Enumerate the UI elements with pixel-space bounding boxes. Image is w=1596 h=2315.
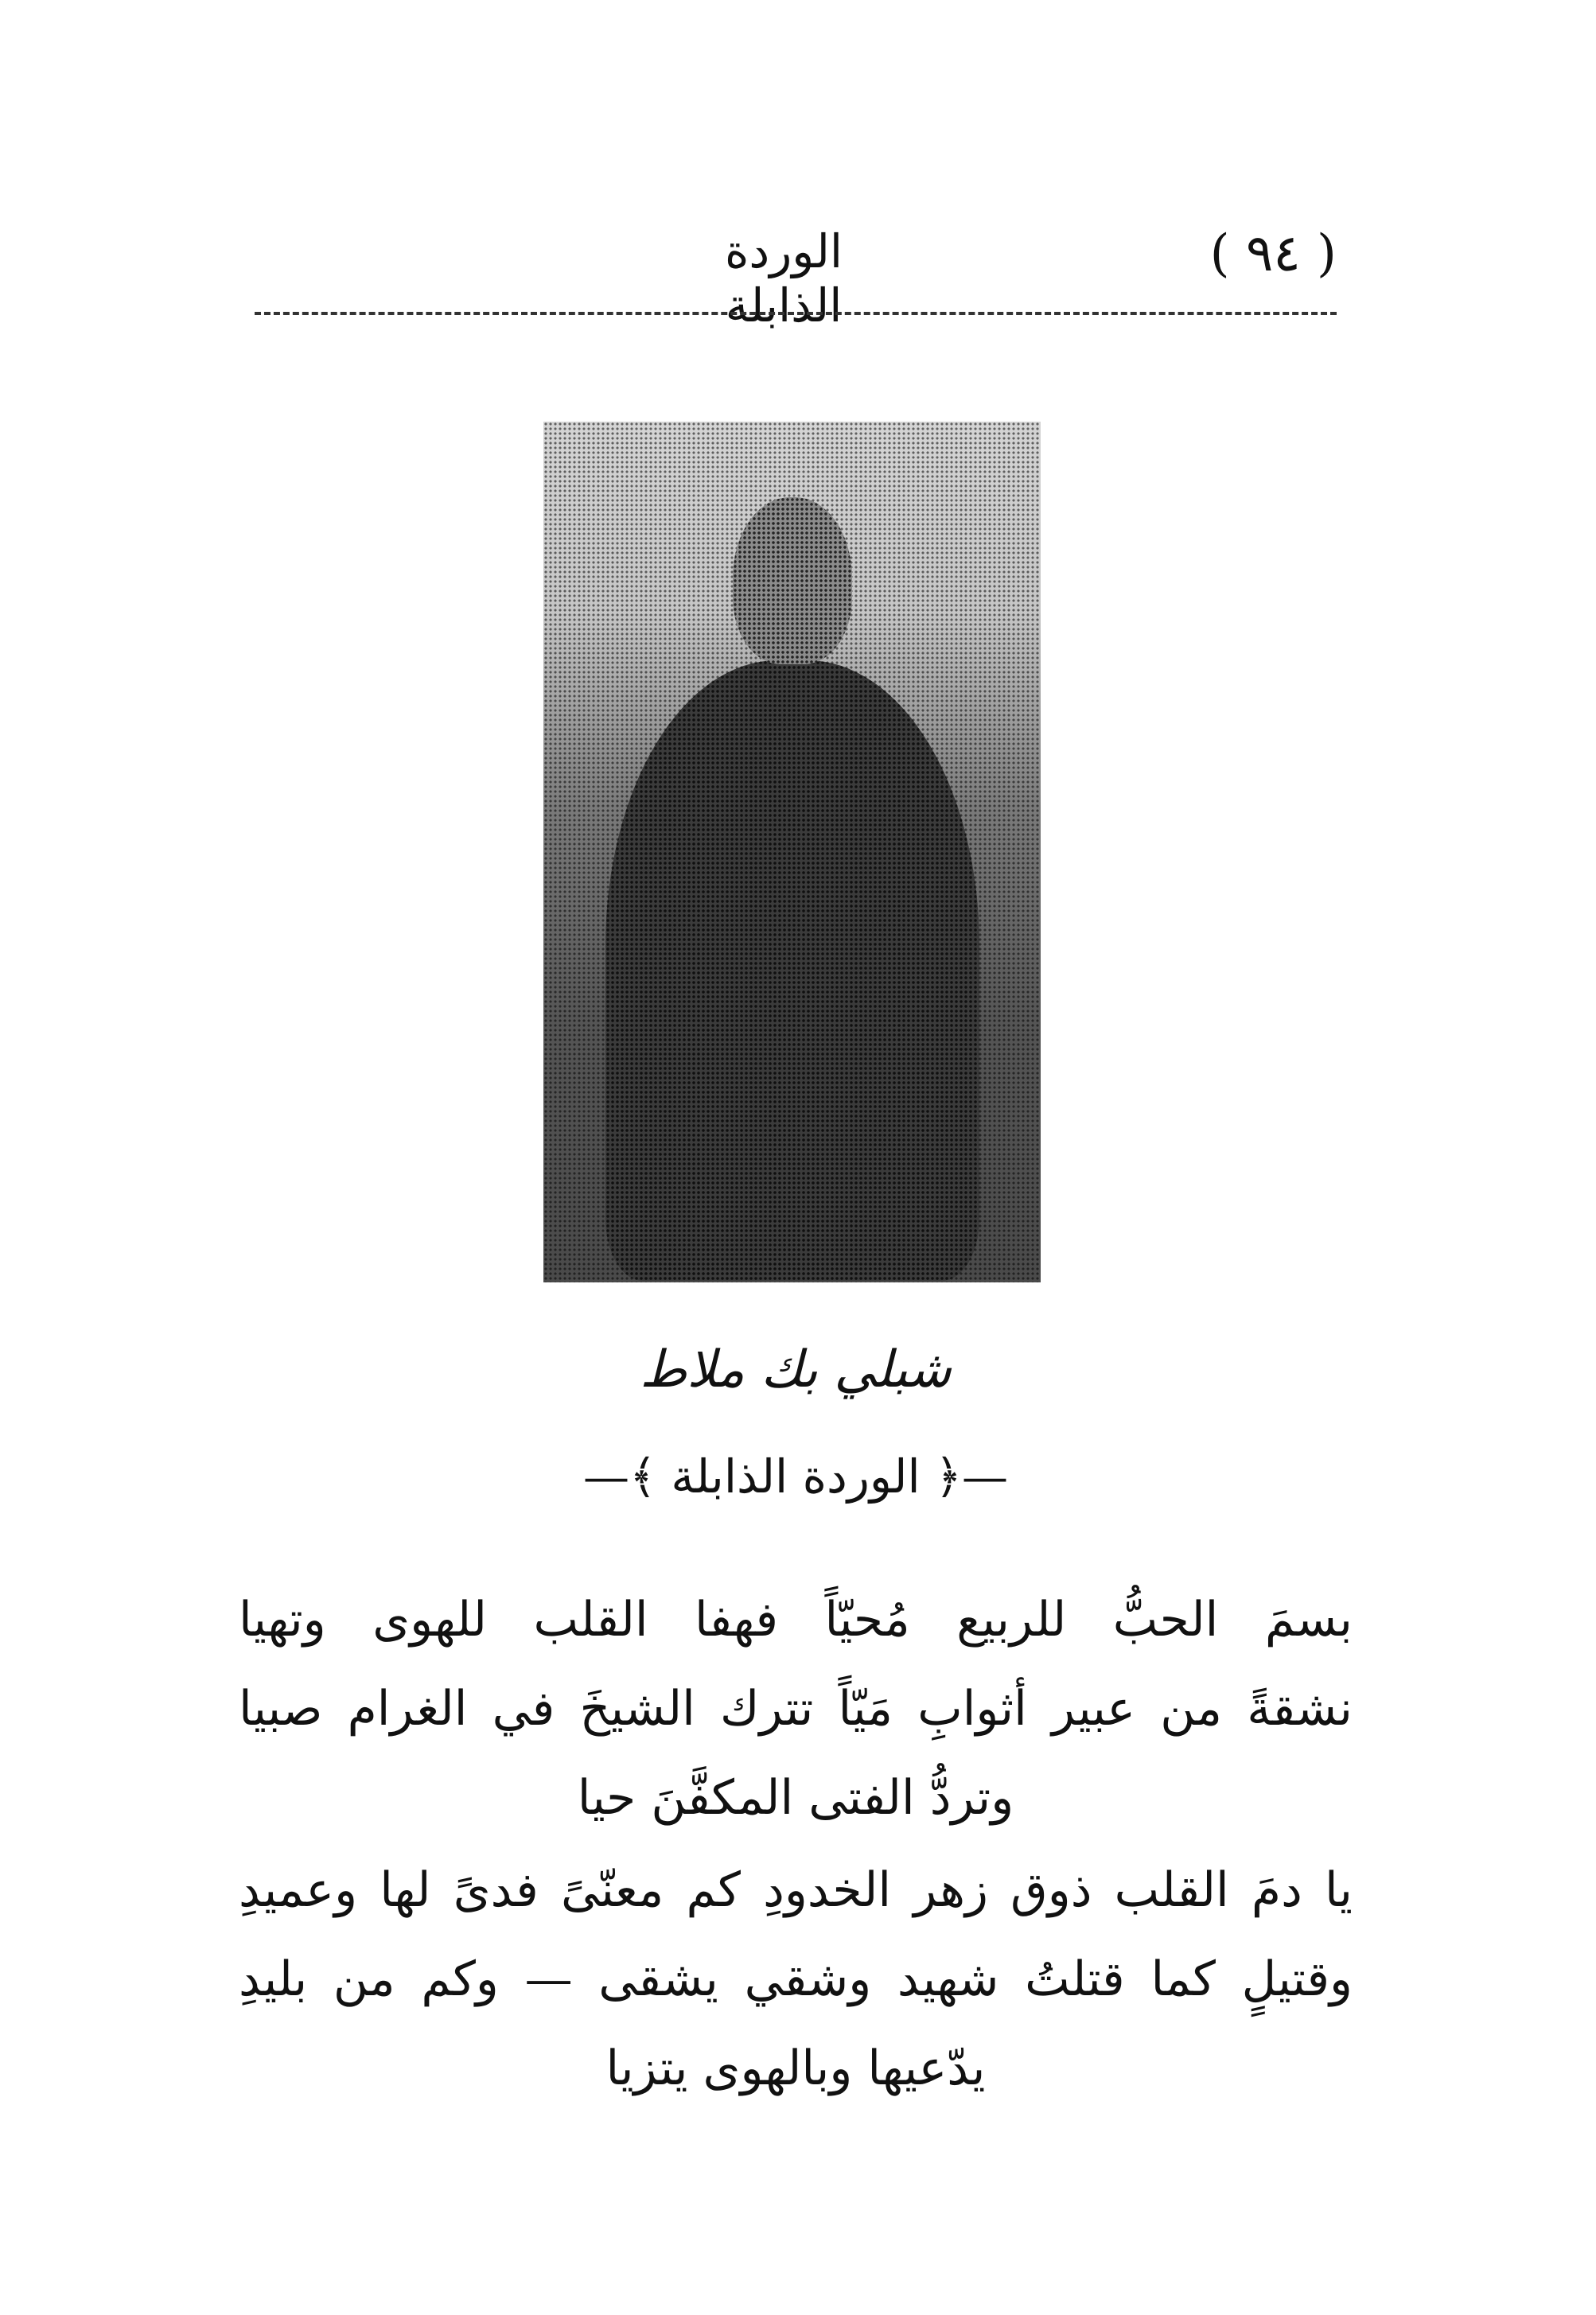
- verse-closing-line: وتردُّ الفتى المكفَّنَ حيا: [577, 1770, 1014, 1826]
- verse-line: بسمَ الحبُّ للربيع مُحيّاً فهفا القلب للهوى وتهيا: [239, 1592, 1353, 1648]
- page-number: ( ٩٤ ): [1209, 224, 1337, 283]
- poem-body: [239, 1575, 1353, 2113]
- portrait-photo: [543, 422, 1041, 1282]
- verse-line: نشقةً من عبير أثوابِ مَيّاً تترك الشيخَ في الغرام صبيا: [239, 1681, 1353, 1737]
- portrait-caption: شبلي بك ملاط: [640, 1340, 952, 1399]
- page-header: [255, 220, 1337, 333]
- verse-line: يا دمَ القلب ذوق زهر الخدودِ كم معنّىً فدىً لها وعميدِ: [239, 1862, 1353, 1918]
- poem-title: —﴿ الوردة الذابلة ﴾—: [582, 1449, 1009, 1504]
- portrait-figure-head: [733, 497, 852, 664]
- header-rule: [255, 312, 1337, 315]
- verse-closing-line: يدّعيها وبالهوى يتزيا: [605, 2041, 986, 2096]
- running-title: الوردة الذابلة: [725, 224, 843, 333]
- verse-line: وقتيلٍ كما قتلتُ شهيد وشقي يشقى — وكم من بليدِ: [239, 1951, 1353, 2007]
- portrait-figure-body: [605, 660, 979, 1281]
